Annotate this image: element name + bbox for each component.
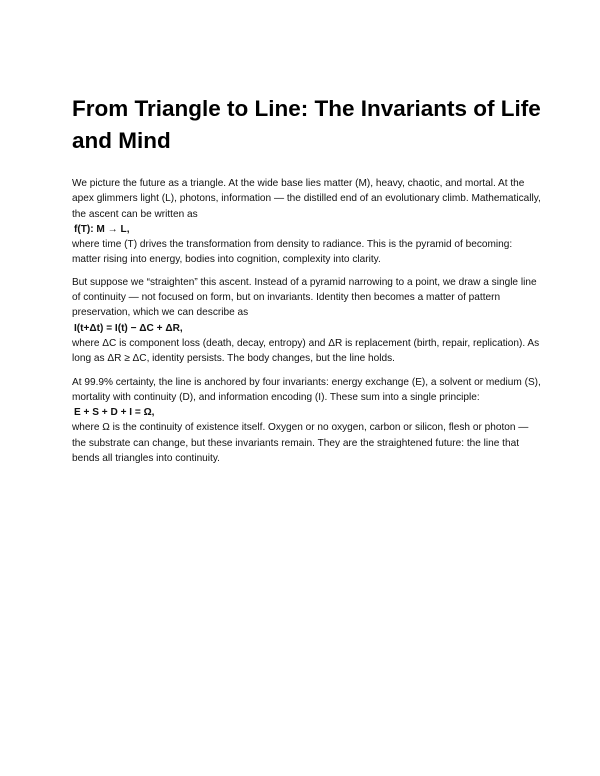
paragraph-2-outro: where ΔC is component loss (death, decay, entropy) and ΔR is replacement (birth, repair, replication). As long as ΔR ≥ ΔC, identity persists. The body changes, but the line holds.: [72, 337, 540, 365]
formula-3: E + S + D + I = Ω,: [74, 407, 155, 419]
paragraph-1: [72, 176, 542, 268]
paragraph-3: [72, 375, 542, 467]
paragraph-2-intro: But suppose we “straighten” this ascent. Instead of a pyramid narrowing to a point, we draw a single line of continuity — not focused on form, but on invariants. Identity then becomes a matter of pattern preservation, which we can describe as: [72, 276, 537, 319]
document-page: [72, 93, 542, 466]
paragraph-3-intro: At 99.9% certainty, the line is anchored by four invariants: energy exchange (E), a solvent or medium (S), mortality with continuity (D), and information encoding (I). These sum into a single principle:: [72, 376, 541, 403]
document-title: From Triangle to Line: The Invariants of Life and Mind: [72, 96, 541, 153]
paragraph-3-outro: where Ω is the continuity of existence itself. Oxygen or no oxygen, carbon or silicon, flesh or photon — the substrate can change, but these invariants remain. They are the straightened future: the line that bends all triangles into continuity.: [72, 422, 529, 465]
paragraph-1-outro: where time (T) drives the transformation from density to radiance. This is the pyramid of becoming: matter rising into energy, bodies into cognition, complexity into clarity.: [72, 239, 513, 266]
formula-1: f(T): M → L,: [74, 223, 130, 235]
paragraph-1-intro: We picture the future as a triangle. At the wide base lies matter (M), heavy, chaotic, and mortal. At the apex glimmers light (L), photons, information — the distilled end of an evolutionary climb. Mathematically, the ascent can be written as: [72, 178, 541, 220]
paragraph-2: [72, 275, 542, 367]
formula-2: I(t+Δt) = I(t) − ΔC + ΔR,: [74, 322, 183, 334]
